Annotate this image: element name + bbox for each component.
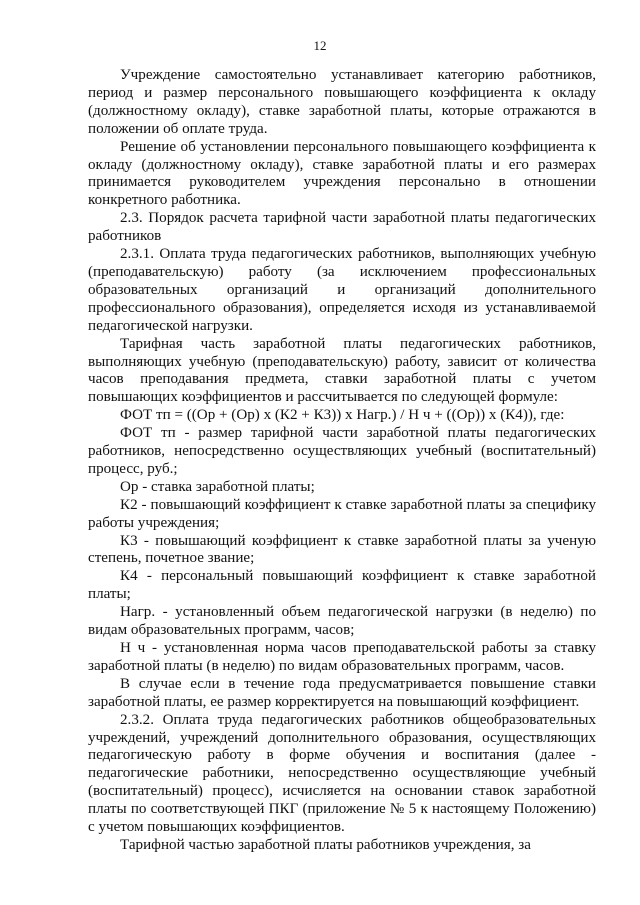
section-heading: 2.3. Порядок расчета тарифной части заработной платы педагогических работников: [88, 210, 596, 245]
page-number: 12: [313, 38, 327, 53]
paragraph: Решение об установлении персонального повышающего коэффициента к окладу (должностному окладу), ставке заработной платы и его размерах принимается руководителем учреждения персонально в отношении конкретного работника.: [88, 138, 596, 209]
formula: ФОТ тп = ((Ор + (Ор) х (К2 + К3)) х Нагр.) / Н ч + ((Ор)) х (К4)), где:: [120, 407, 565, 424]
definition: ФОТ тп - размер тарифной части заработной платы педагогических работников, непосредственно осуществляющих учебный (воспитательный) процесс, руб.;: [88, 425, 596, 477]
definition: К2 - повышающий коэффициент к ставке заработной платы за специфику работы учреждения;: [88, 496, 596, 531]
document-body: [88, 67, 596, 855]
definition: Н ч - установленная норма часов преподавательской работы за ставку заработной платы (в неделю) по видам образовательных программ, часов.: [88, 640, 596, 674]
paragraph: Тарифная часть заработной платы педагогических работников, выполняющих учебную (преподавательскую) работу, зависит от количества часов преподавания предмета, ставки заработной платы с учетом повышающих коэффициентов и рассчитывается по следующей формуле:: [88, 335, 596, 406]
paragraph: Учреждение самостоятельно устанавливает категорию работников, период и размер персонального повышающего коэффициента к окладу (должностному окладу), ставке заработной платы, которые отражаются в положении об оплате труда.: [88, 67, 596, 137]
paragraph: Тарифной частью заработной платы работников учреждения, за: [120, 836, 531, 853]
definition: К4 - персональный повышающий коэффициент к ставке заработной платы;: [88, 568, 596, 603]
paragraph: 2.3.1. Оплата труда педагогических работников, выполняющих учебную (преподавательскую) работу (за исключением профессиональных образовательных организаций и организаций дополнительного профессионального образования), определяется исходя из устанавливаемой педагогической нагрузки.: [88, 246, 596, 334]
paragraph: В случае если в течение года предусматривается повышение ставки заработной платы, ее размер корректируется на повышающий коэффициент.: [88, 675, 596, 710]
definition: К3 - повышающий коэффициент к ставке заработной платы за ученую степень, почетное звание;: [88, 532, 596, 567]
definition: Нагр. - установленный объем педагогической нагрузки (в неделю) по видам образовательных программ, часов;: [88, 604, 596, 639]
definition: Ор - ставка заработной платы;: [120, 478, 315, 495]
paragraph: 2.3.2. Оплата труда педагогических работников общеобразовательных учреждений, учреждений дополнительного образования, осуществляющих педагогическую работу в форме обучения и воспитания (далее - педагогические работники, непосредственно осуществляющие учебный (воспитательный) процесс), исчисляется на основании ставок заработной платы по соответствующей ПКГ (приложение № 5 к настоящему Положению) с учетом повышающих коэффициентов.: [88, 711, 596, 836]
